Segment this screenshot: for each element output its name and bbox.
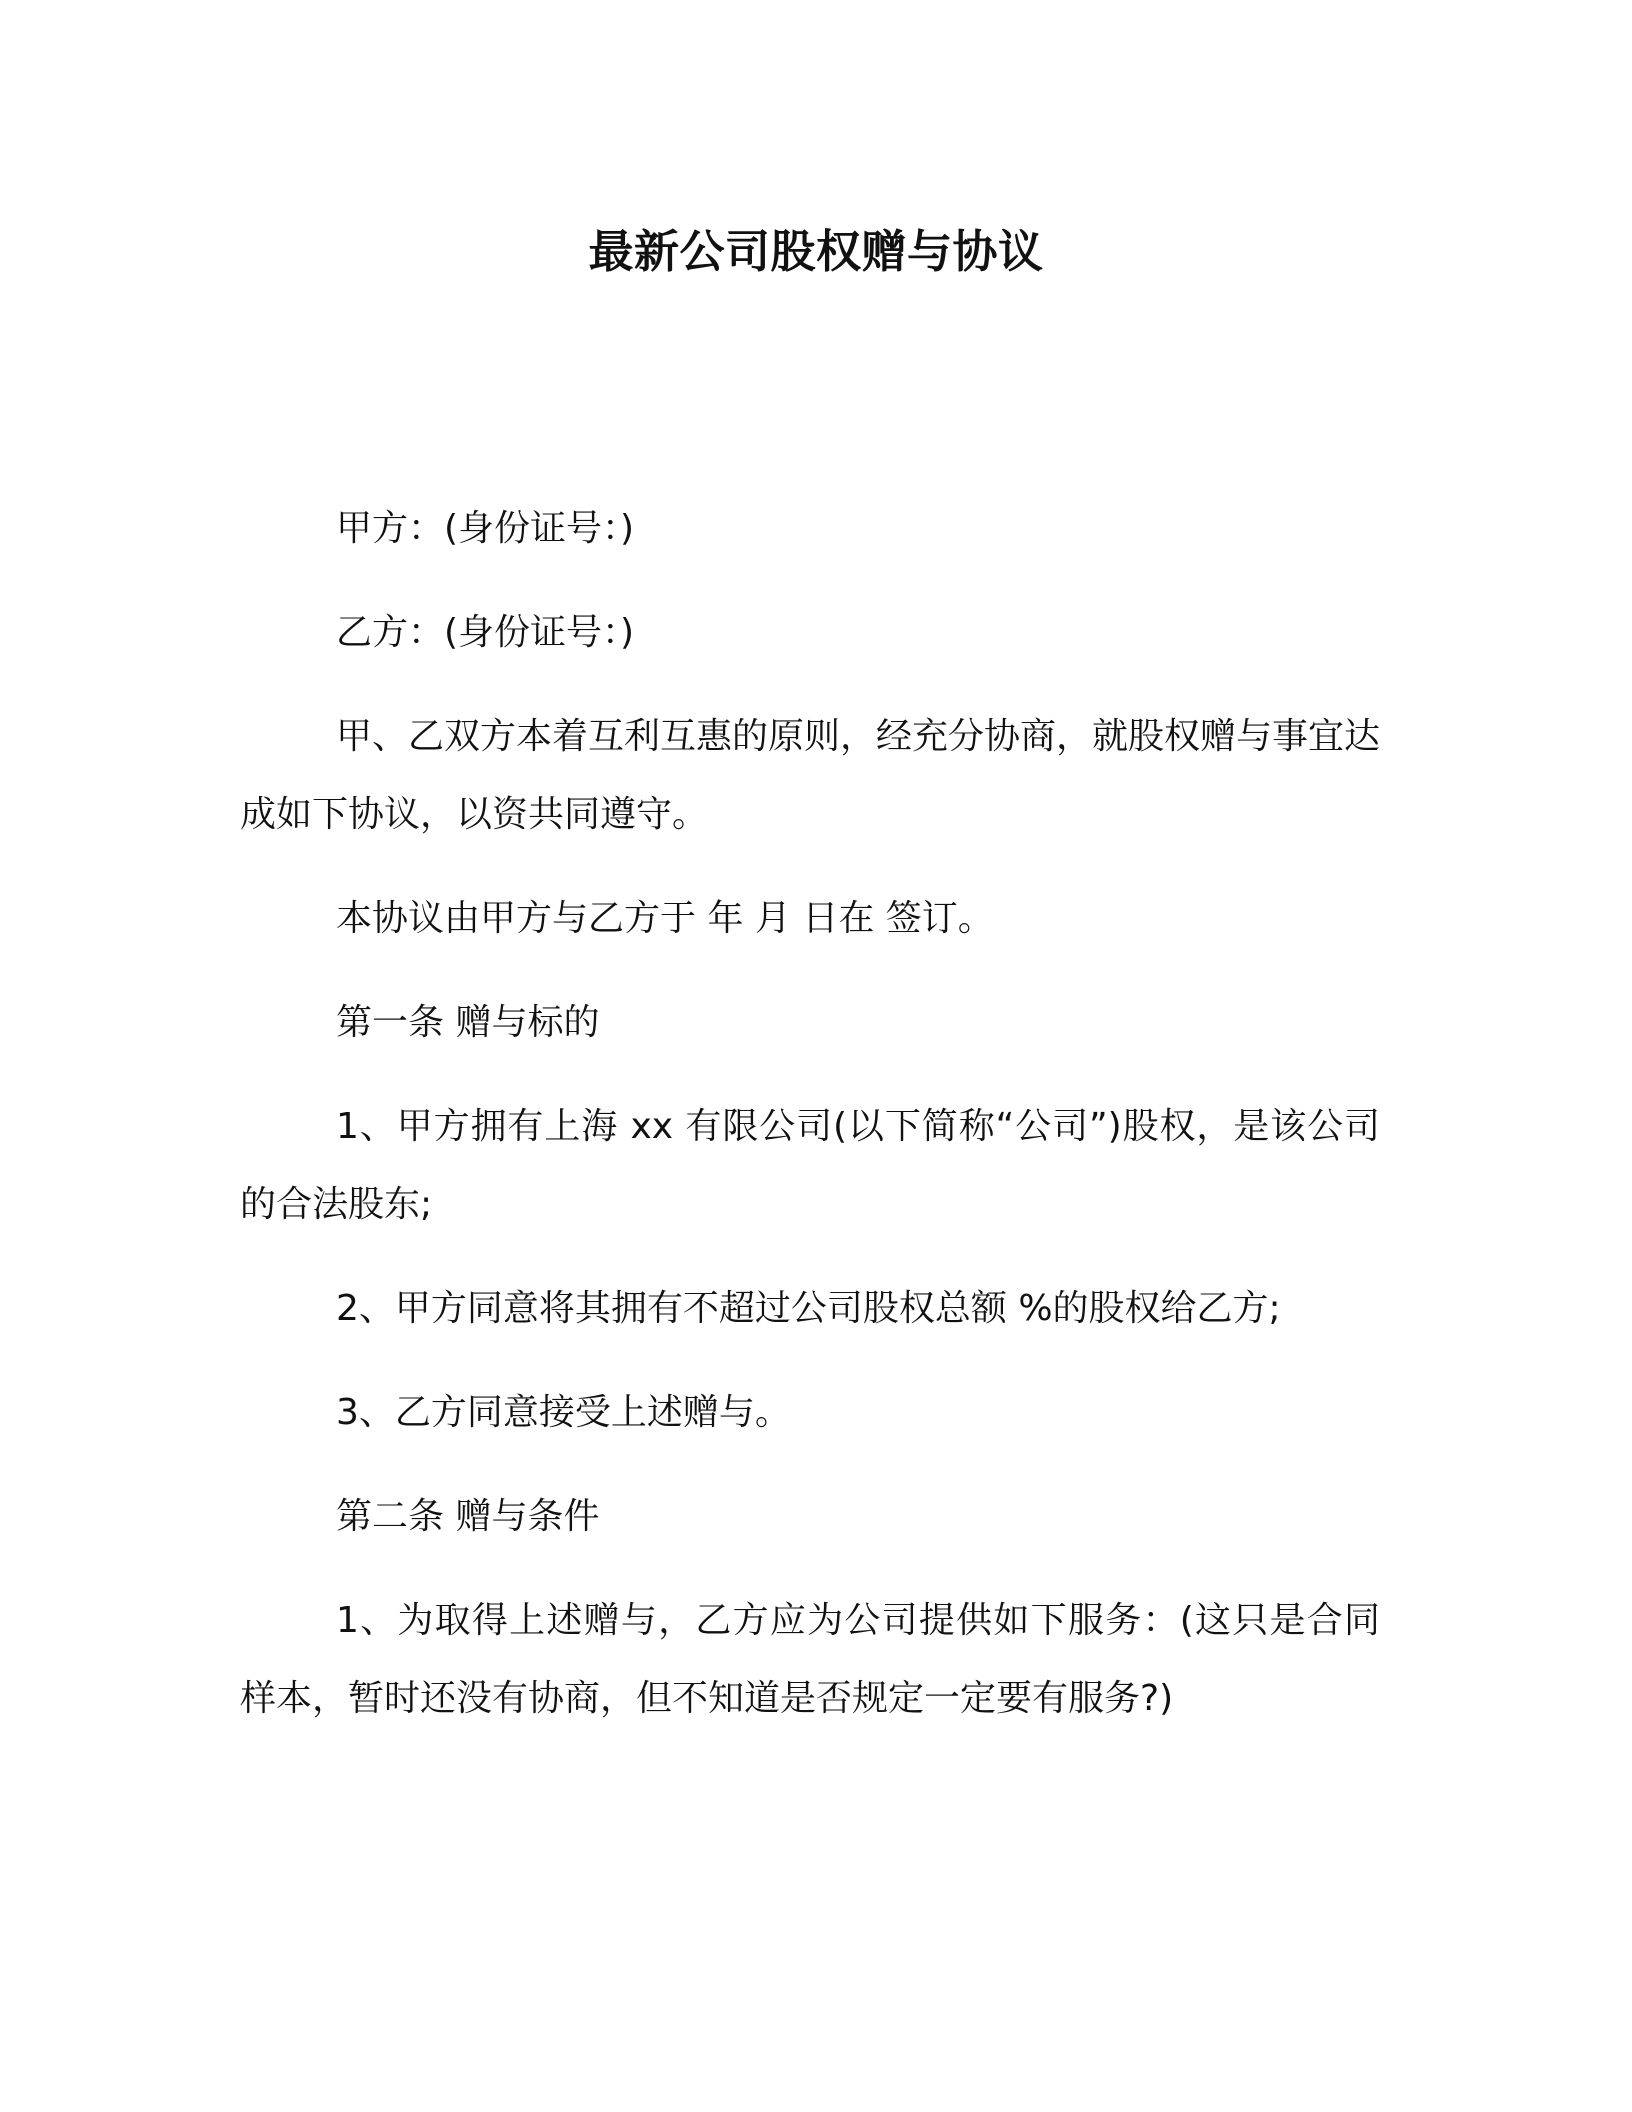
article-1-clause-2: 2、甲方同意将其拥有不超过公司股权总额 %的股权给乙方; xyxy=(336,1288,1281,1329)
document-body xyxy=(240,490,1380,1764)
preamble-paragraph: 甲、乙双方本着互利互惠的原则，经充分协商，就股权赠与事宜达成如下协议，以资共同遵守。 xyxy=(240,716,1381,835)
signing-date-paragraph: 本协议由甲方与乙方于 年 月 日在 签订。 xyxy=(336,898,994,939)
party-a-line: 甲方：(身份证号：) xyxy=(336,508,635,549)
article-1-heading: 第一条 赠与标的 xyxy=(336,1002,600,1043)
document-title: 最新公司股权赠与协议 xyxy=(588,225,1044,278)
article-1-clause-3: 3、乙方同意接受上述赠与。 xyxy=(336,1392,791,1433)
party-b-line: 乙方：(身份证号：) xyxy=(336,612,635,653)
article-2-heading: 第二条 赠与条件 xyxy=(336,1496,600,1537)
article-2-clause-1: 1、为取得上述赠与，乙方应为公司提供如下服务：(这只是合同样本，暂时还没有协商，但不知道是否规定一定要有服务?) xyxy=(240,1600,1380,1719)
article-1-clause-1: 1、甲方拥有上海 xx 有限公司(以下简称“公司”)股权，是该公司的合法股东; xyxy=(240,1106,1380,1225)
